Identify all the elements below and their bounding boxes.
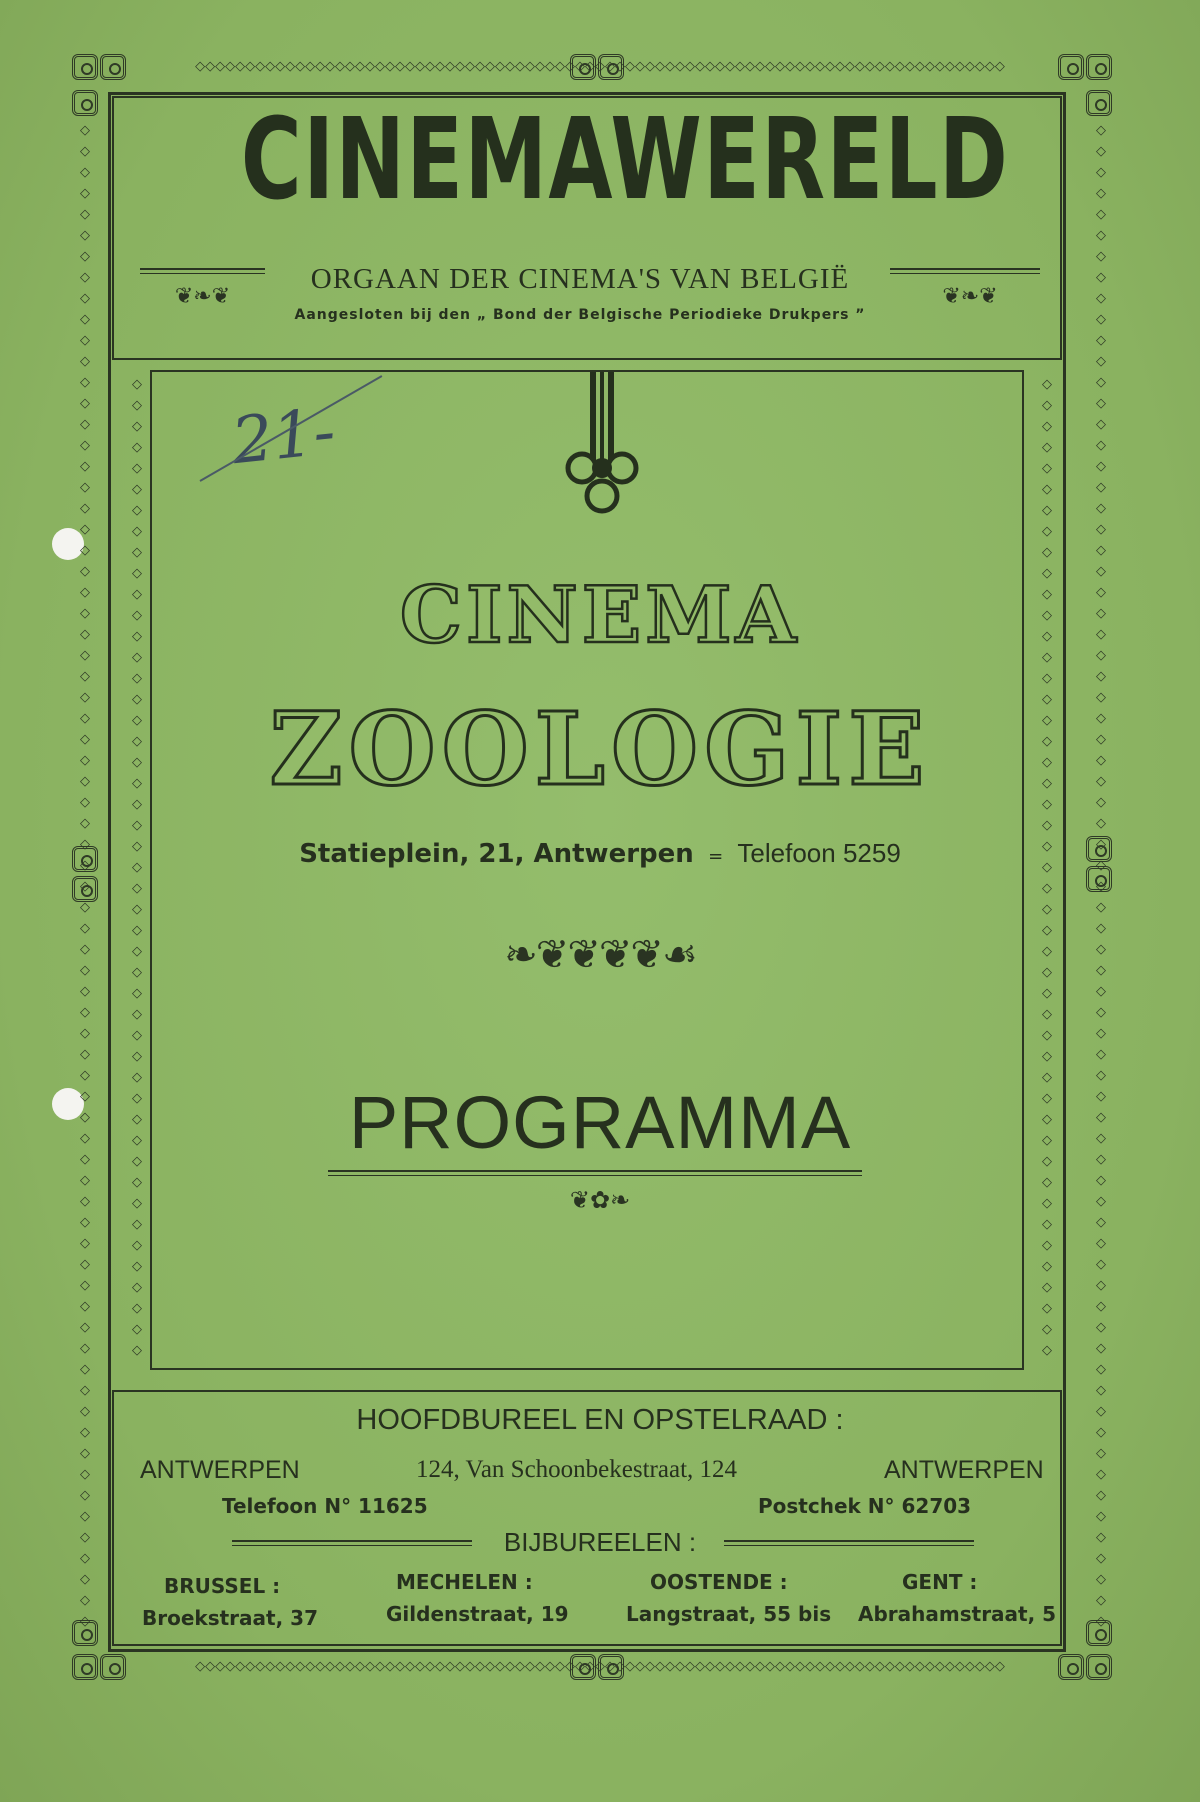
masthead-rule-right	[890, 268, 1040, 274]
cinema-address-line	[200, 838, 1000, 869]
masthead-rule-left	[140, 268, 265, 274]
border-right-diamonds: ◇ ◇ ◇ ◇ ◇ ◇ ◇ ◇ ◇ ◇ ◇ ◇ ◇ ◇ ◇ ◇ ◇ ◇ ◇ ◇ ◇ ◇ ◇ ◇ ◇ ◇ ◇ ◇ ◇ ◇ ◇ ◇ ◇ ◇ ◇ ◇ ◇ ◇ ◇ ◇ ◇ ◇ ◇ ◇ ◇ ◇ ◇ ◇ ◇ ◇ ◇ ◇ ◇ ◇ ◇ ◇ ◇ ◇ ◇ ◇ ◇ ◇ ◇ ◇ ◇ ◇ ◇ ◇ ◇ ◇ ◇ ◇	[1096, 123, 1106, 1629]
masthead-affiliation-note: Aangesloten bij den „ Bond der Belgische Periodieke Drukpers ”	[294, 307, 866, 323]
content-frame	[150, 370, 1024, 1370]
pendant-ornament	[560, 372, 644, 520]
corner-rose-top-right-2	[1058, 54, 1084, 80]
inner-right-diamonds: ◇ ◇ ◇ ◇ ◇ ◇ ◇ ◇ ◇ ◇ ◇ ◇ ◇ ◇ ◇ ◇ ◇ ◇ ◇ ◇ ◇ ◇ ◇ ◇ ◇ ◇ ◇ ◇ ◇ ◇ ◇ ◇ ◇ ◇ ◇ ◇ ◇ ◇ ◇ ◇ ◇ ◇ ◇ ◇ ◇ ◇ ◇	[1042, 377, 1052, 1358]
mid-rose-bottom-2	[598, 1654, 624, 1680]
footer-city-left: ANTWERPEN	[140, 1456, 300, 1484]
branch-address: Gildenstraat, 19	[386, 1602, 569, 1626]
border-left-diamonds: ◇ ◇ ◇ ◇ ◇ ◇ ◇ ◇ ◇ ◇ ◇ ◇ ◇ ◇ ◇ ◇ ◇ ◇ ◇ ◇ ◇ ◇ ◇ ◇ ◇ ◇ ◇ ◇ ◇ ◇ ◇ ◇ ◇ ◇ ◇ ◇ ◇ ◇ ◇ ◇ ◇ ◇ ◇ ◇ ◇ ◇ ◇ ◇ ◇ ◇ ◇ ◇ ◇ ◇ ◇ ◇ ◇ ◇ ◇ ◇ ◇ ◇ ◇ ◇ ◇ ◇ ◇ ◇ ◇ ◇ ◇ ◇	[80, 123, 90, 1629]
mid-rose-bottom	[570, 1654, 596, 1680]
footer-city-right: ANTWERPEN	[884, 1456, 1044, 1484]
middle-ornament: ❧❦❦❦❦☙	[504, 932, 696, 978]
side-rose-left-top	[72, 90, 98, 116]
border-top-diamonds: ◇◇◇◇◇◇◇◇◇◇◇◇◇◇◇◇◇◇◇◇◇◇◇◇◇◇◇◇◇◇◇◇◇◇◇◇◇◇◇◇◇◇◇◇◇◇◇◇◇◇◇◇◇◇◇◇◇◇◇◇◇◇◇◇◇◇◇◇◇◇◇◇◇◇◇◇◇◇◇◇◇	[195, 59, 1005, 74]
corner-rose-top-left	[72, 54, 98, 80]
inner-left-diamonds: ◇ ◇ ◇ ◇ ◇ ◇ ◇ ◇ ◇ ◇ ◇ ◇ ◇ ◇ ◇ ◇ ◇ ◇ ◇ ◇ ◇ ◇ ◇ ◇ ◇ ◇ ◇ ◇ ◇ ◇ ◇ ◇ ◇ ◇ ◇ ◇ ◇ ◇ ◇ ◇ ◇ ◇ ◇ ◇ ◇ ◇ ◇	[132, 377, 142, 1358]
side-rose-right-2	[1086, 866, 1112, 892]
branches-rule-left	[232, 1540, 472, 1546]
footer-phone: Telefoon N° 11625	[222, 1494, 428, 1518]
branch-city: MECHELEN :	[396, 1570, 533, 1594]
cinema-name: ZOOLOGIE	[269, 690, 931, 808]
corner-rose-top-right	[1086, 54, 1112, 80]
side-rose-left-2	[72, 876, 98, 902]
side-rose-left	[72, 846, 98, 872]
branch-city: OOSTENDE :	[650, 1570, 788, 1594]
branches-rule-right	[724, 1540, 974, 1546]
masthead-title: CINEMAWERELD	[240, 95, 1010, 225]
cinema-label: CINEMA	[399, 570, 801, 661]
mid-rose-top-2	[598, 54, 624, 80]
side-rose-right	[1086, 836, 1112, 862]
side-rose-right-bottom	[1086, 1620, 1112, 1646]
branch-city: BRUSSEL :	[164, 1574, 281, 1598]
corner-rose-bottom-right-2	[1058, 1654, 1084, 1680]
cinema-address: Statieplein, 21, Antwerpen	[299, 839, 694, 869]
handwritten-note: 21-	[228, 394, 339, 480]
mid-rose-top	[570, 54, 596, 80]
masthead-flourish-right: ❦❧❦	[942, 284, 998, 309]
programme-flourish: ❦✿❧	[569, 1186, 631, 1214]
corner-rose-bottom-left-2	[100, 1654, 126, 1680]
programme-title: PROGRAMMA	[348, 1081, 852, 1164]
branch-city: GENT :	[902, 1570, 978, 1594]
footer-postcheck: Postchek N° 62703	[758, 1494, 972, 1518]
branches-heading: BIJBUREELEN :	[503, 1527, 697, 1557]
border-bottom-diamonds: ◇◇◇◇◇◇◇◇◇◇◇◇◇◇◇◇◇◇◇◇◇◇◇◇◇◇◇◇◇◇◇◇◇◇◇◇◇◇◇◇◇◇◇◇◇◇◇◇◇◇◇◇◇◇◇◇◇◇◇◇◇◇◇◇◇◇◇◇◇◇◇◇◇◇◇◇◇◇◇◇◇	[195, 1659, 1005, 1674]
footer-street: 124, Van Schoonbekestraat, 124	[416, 1456, 738, 1483]
address-separator: =	[708, 846, 724, 867]
footer-heading: HOOFDBUREEL EN OPSTELRAAD :	[356, 1404, 844, 1436]
corner-rose-bottom-right	[1086, 1654, 1112, 1680]
corner-rose-bottom-left	[72, 1654, 98, 1680]
side-rose-left-bottom	[72, 1620, 98, 1646]
branch-address: Abrahamstraat, 5	[858, 1602, 1057, 1626]
corner-rose-top-left-2	[100, 54, 126, 80]
masthead-flourish-left: ❦❧❦	[174, 284, 231, 309]
programme-rule	[328, 1170, 862, 1176]
branch-address: Broekstraat, 37	[142, 1606, 318, 1630]
masthead-subtitle: ORGAAN DER CINEMA'S VAN BELGIË	[310, 263, 850, 295]
side-rose-right-top	[1086, 90, 1112, 116]
cinema-phone: Telefoon 5259	[737, 838, 901, 868]
branch-address: Langstraat, 55 bis	[626, 1602, 832, 1626]
